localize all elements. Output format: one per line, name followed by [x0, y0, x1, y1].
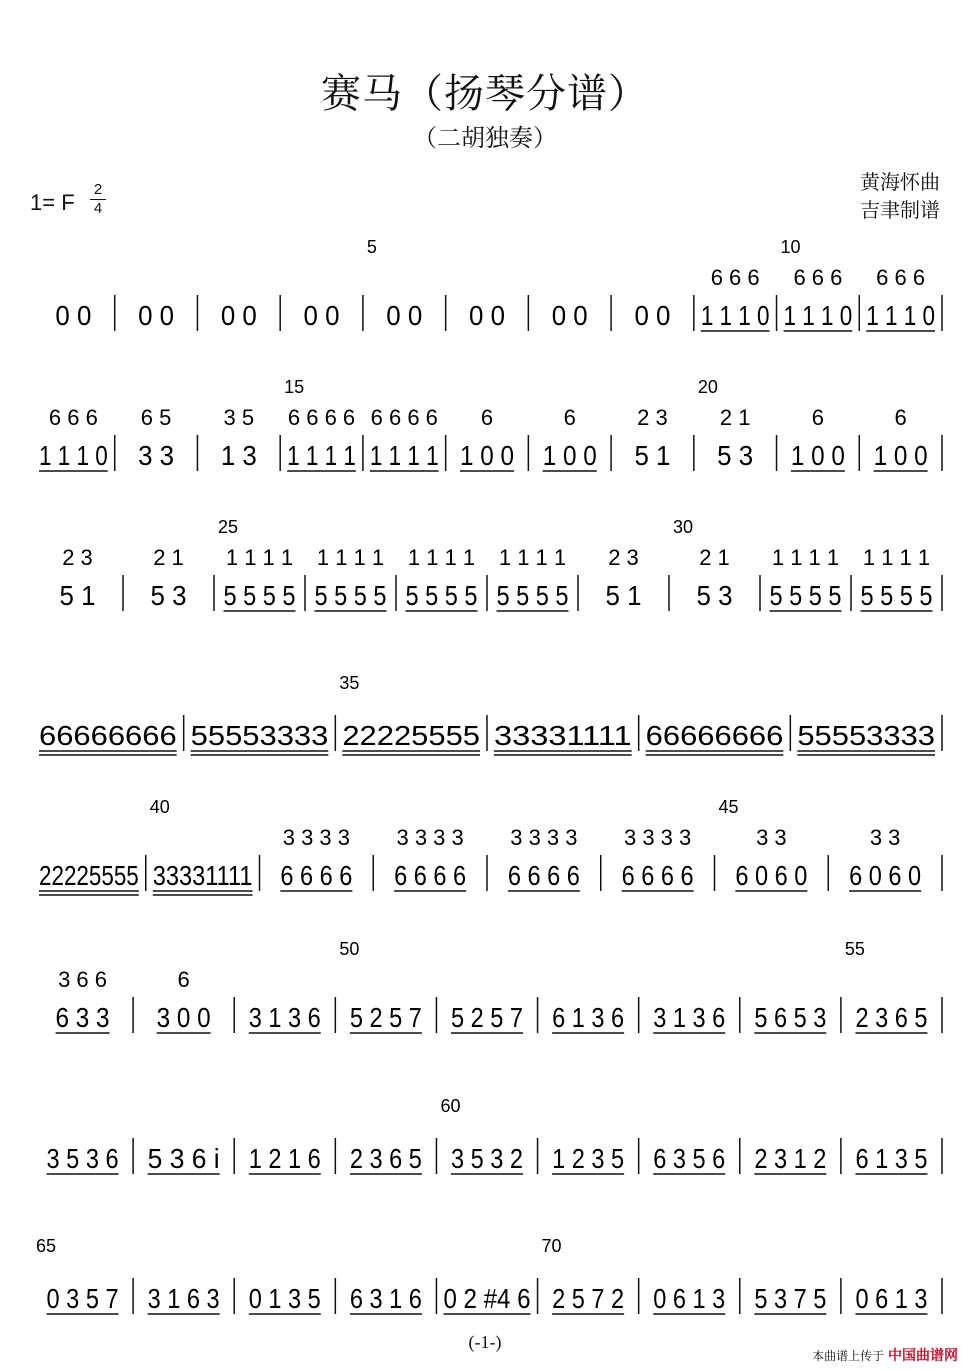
- upper-note-group: 1 1 1 1: [498, 545, 567, 570]
- note-group: 66666666: [645, 720, 784, 751]
- note-group: 6 6 6 6: [280, 860, 353, 891]
- note-group: 2 3 6 5: [349, 1143, 422, 1174]
- key-signature: 1= F: [30, 190, 75, 215]
- note-group: 0 0: [55, 300, 92, 331]
- note-group: 3 0 0: [156, 1002, 211, 1033]
- note-group: 1 1 1 1: [287, 440, 356, 471]
- footer-source: [812, 1345, 958, 1365]
- note-group: 1 1 1 0: [700, 300, 770, 331]
- upper-note-group: 2 3: [608, 545, 639, 570]
- note-group: 5 5 5 5: [769, 580, 842, 611]
- upper-note-group: 1 1 1 1: [771, 545, 840, 570]
- note-group: 5 1: [634, 440, 671, 471]
- upper-note-group: 6: [811, 405, 825, 430]
- measure-number: 40: [149, 797, 170, 817]
- upper-note-group: 2 3: [62, 545, 93, 570]
- upper-note-group: 6 5: [140, 405, 172, 430]
- note-group: 3 1 3 6: [653, 1002, 726, 1033]
- upper-note-group: 1 1 1 1: [316, 545, 385, 570]
- upper-note-group: 6: [894, 405, 907, 430]
- measure-number: 60: [440, 1096, 461, 1116]
- note-group: 0 6 1 3: [855, 1283, 928, 1314]
- note-group: 22225555: [39, 860, 139, 891]
- measure-number: 30: [673, 517, 694, 537]
- note-group: 6 3 5 6: [653, 1143, 726, 1174]
- score-title: 赛马（扬琴分谱）: [321, 71, 649, 117]
- upper-note-group: 6: [177, 967, 190, 992]
- note-group: 2 3 1 2: [754, 1143, 827, 1174]
- note-group: 5 3: [696, 580, 733, 611]
- note-group: 6 1 3 5: [855, 1143, 928, 1174]
- note-group: 1 0 0: [790, 440, 845, 471]
- note-group: 6 3 3: [55, 1002, 110, 1033]
- note-group: 5 5 5 5: [860, 580, 933, 611]
- measure-number: 55: [844, 939, 865, 959]
- note-group: 3 3: [138, 440, 175, 471]
- note-group: 0 3 5 7: [46, 1283, 119, 1314]
- upper-note-group: 6 6 6: [48, 405, 98, 430]
- note-group: 2 3 6 5: [855, 1002, 928, 1033]
- measure-number: 65: [36, 1236, 57, 1256]
- note-group: 5 5 5 5: [223, 580, 296, 611]
- measure-number: 50: [339, 939, 360, 959]
- note-group: 5 5 5 5: [314, 580, 387, 611]
- note-group: 5 5 5 5: [405, 580, 478, 611]
- measure-number: 70: [541, 1236, 562, 1256]
- note-group: 55553333: [190, 720, 329, 751]
- note-group: 3 5 3 2: [451, 1143, 523, 1174]
- note-group: 3 1 3 6: [248, 1002, 321, 1033]
- measure-number: 20: [697, 377, 718, 397]
- note-group: 0 0: [634, 300, 671, 331]
- note-group: 5 1: [605, 580, 642, 611]
- note-group: 1 0 0: [460, 440, 514, 471]
- composer: 黄海怀曲: [860, 170, 940, 194]
- measure-number: 45: [718, 797, 739, 817]
- upper-note-group: 6 6 6 6: [370, 405, 438, 430]
- note-group: 0 1 3 5: [248, 1283, 321, 1314]
- measure-number: 35: [339, 673, 360, 693]
- measure-number: 10: [780, 237, 801, 257]
- upper-note-group: 6 6 6 6: [287, 405, 356, 430]
- upper-note-group: 6 6 6: [876, 265, 926, 290]
- note-group: 1 1 1 0: [866, 300, 935, 331]
- measure-number: 5: [366, 237, 377, 257]
- note-group: 0 0: [138, 300, 175, 331]
- note-group: 1 3: [220, 440, 257, 471]
- note-group: 0 0: [469, 300, 505, 331]
- upper-note-group: 3 3: [869, 825, 901, 850]
- note-group: 5 3 6 i: [147, 1143, 220, 1174]
- upper-note-group: 6: [480, 405, 494, 430]
- upper-note-group: 6: [563, 405, 576, 430]
- note-group: 1 2 1 6: [248, 1143, 321, 1174]
- upper-note-group: 1 1 1 1: [225, 545, 294, 570]
- note-group: 33331111: [494, 720, 632, 751]
- note-group: 0 0: [386, 300, 423, 331]
- measure-number: 15: [284, 377, 305, 397]
- note-group: 6 0 6 0: [849, 860, 922, 891]
- note-group: 5 2 5 7: [451, 1002, 523, 1033]
- measure-number: 25: [218, 517, 239, 537]
- note-group: 6 0 6 0: [735, 860, 808, 891]
- upper-note-group: 1 1 1 1: [862, 545, 931, 570]
- note-group: 2 5 7 2: [552, 1283, 625, 1314]
- note-group: 1 0 0: [873, 440, 928, 471]
- note-group: 5 3 7 5: [754, 1283, 827, 1314]
- note-group: 6 6 6 6: [394, 860, 467, 891]
- note-group: 1 1 1 0: [783, 300, 853, 331]
- arranger: 吉聿制谱: [860, 198, 940, 222]
- note-group: 3 5 3 6: [46, 1143, 119, 1174]
- note-group: 6 6 6 6: [621, 860, 694, 891]
- note-group: 0 0: [220, 300, 257, 331]
- upper-note-group: 1 1 1 1: [407, 545, 476, 570]
- score-subtitle: （二胡独奏）: [413, 124, 557, 152]
- upper-note-group: 3 3: [756, 825, 787, 850]
- time-signature-bottom: 4: [93, 200, 103, 217]
- note-group: 5 1: [59, 580, 96, 611]
- note-group: 5 3: [717, 440, 754, 471]
- upper-note-group: 6 6 6: [793, 265, 843, 290]
- footer-text: 本曲谱上传于: [812, 1349, 885, 1363]
- time-signature-top: 2: [93, 181, 103, 198]
- upper-note-group: 3 3 3 3: [282, 825, 351, 850]
- upper-note-group: 3 6 6: [58, 967, 108, 992]
- note-group: 1 0 0: [542, 440, 597, 471]
- note-group: 3 1 6 3: [147, 1283, 220, 1314]
- note-group: 0 2 #4 6: [443, 1283, 531, 1314]
- note-group: 5 3: [150, 580, 187, 611]
- note-group: 66666666: [39, 720, 177, 751]
- page-number: (-1-): [468, 1332, 502, 1352]
- upper-note-group: 3 5: [223, 405, 255, 430]
- note-group: 6 3 1 6: [349, 1283, 422, 1314]
- note-group: 6 6 6 6: [507, 860, 580, 891]
- note-group: 5 2 5 7: [349, 1002, 422, 1033]
- note-group: 1 1 1 0: [39, 440, 108, 471]
- note-group: 0 0: [303, 300, 340, 331]
- footer-brand: 中国曲谱网: [888, 1348, 958, 1364]
- upper-note-group: 3 3 3 3: [396, 825, 464, 850]
- upper-note-group: 3 3 3 3: [623, 825, 692, 850]
- note-group: 22225555: [342, 720, 480, 751]
- upper-note-group: 6 6 6: [710, 265, 760, 290]
- note-group: 6 1 3 6: [552, 1002, 625, 1033]
- upper-note-group: 2 3: [637, 405, 668, 430]
- note-group: 55553333: [797, 720, 936, 751]
- upper-note-group: 3 3 3 3: [510, 825, 578, 850]
- upper-note-group: 2 1: [699, 545, 730, 570]
- upper-note-group: 2 1: [719, 405, 751, 430]
- note-group: 1 1 1 1: [369, 440, 439, 471]
- note-group: 5 6 5 3: [754, 1002, 827, 1033]
- note-group: 33331111: [152, 860, 253, 891]
- note-group: 0 6 1 3: [653, 1283, 726, 1314]
- upper-note-group: 2 1: [153, 545, 184, 570]
- note-group: 0 0: [551, 300, 588, 331]
- note-group: 5 5 5 5: [496, 580, 569, 611]
- note-group: 1 2 3 5: [552, 1143, 625, 1174]
